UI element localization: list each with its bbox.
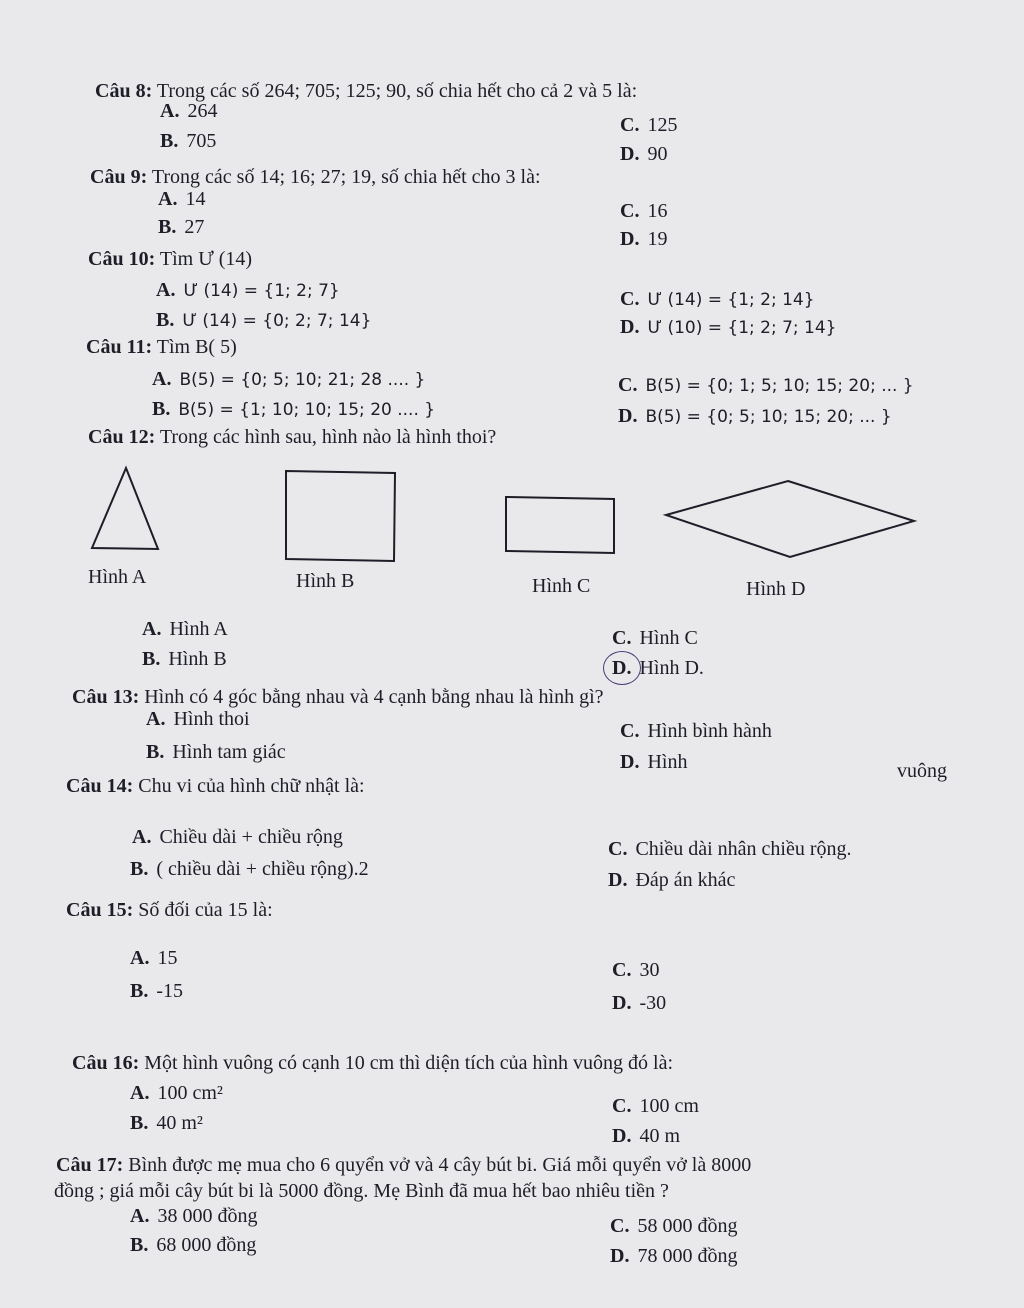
caption-hinh-b: Hình B	[296, 570, 355, 592]
question-17-line-2: đồng ; giá mỗi cây bút bi là 5000 đồng. Mẹ Bình đã mua hết bao nhiêu tiền ?	[54, 1180, 669, 1202]
figure-square	[286, 471, 395, 561]
question-14: Câu 14: Chu vi của hình chữ nhật là:	[66, 775, 365, 797]
figure-rectangle	[506, 497, 614, 553]
q13-option-b: B. Hình tam giác	[146, 741, 286, 763]
q12-option-a: A. Hình A	[142, 618, 228, 640]
q16-option-b: B. 40 m²	[130, 1112, 203, 1134]
question-11: Câu 11: Tìm B( 5)	[86, 336, 237, 358]
question-9: Câu 9: Trong các số 14; 16; 27; 19, số chia hết cho 3 là:	[90, 166, 541, 188]
figure-triangle	[92, 468, 158, 549]
q14-option-a: A. Chiều dài + chiều rộng	[132, 826, 343, 848]
q8-option-c: C. 125	[620, 114, 678, 136]
q9-option-d: D. 19	[620, 228, 668, 250]
q12-option-d: D. Hình D.	[612, 657, 704, 679]
question-8: Câu 8: Trong các số 264; 705; 125; 90, số chia hết cho cả 2 và 5 là:	[95, 80, 638, 102]
q16-option-c: C. 100 cm	[612, 1095, 699, 1117]
q12-option-b: B. Hình B	[142, 648, 227, 670]
q13-option-d: D. Hình	[620, 751, 688, 773]
q8-option-d: D. 90	[620, 143, 668, 165]
q12-option-c: C. Hình C	[612, 627, 698, 649]
q14-option-c: C. Chiều dài nhân chiều rộng.	[608, 838, 852, 860]
q15-option-d: D. -30	[612, 992, 667, 1014]
question-16: Câu 16: Một hình vuông có cạnh 10 cm thì diện tích của hình vuông đó là:	[72, 1052, 674, 1074]
q15-option-a: A. 15	[130, 947, 178, 969]
q15-option-b: B. -15	[130, 980, 184, 1002]
answer-mark-circle	[603, 651, 641, 685]
q11-option-b: B. B(5) = {1; 10; 10; 15; 20 .... }	[152, 398, 436, 420]
q13-option-c: C. Hình bình hành	[620, 720, 772, 742]
question-15: Câu 15: Số đối của 15 là:	[66, 899, 273, 921]
q10-option-c: C. Ư (14) = {1; 2; 14}	[620, 288, 815, 310]
q13-option-a: A. Hình thoi	[146, 708, 250, 730]
q17-option-b: B. 68 000 đồng	[130, 1234, 257, 1256]
q9-option-c: C. 16	[620, 200, 668, 222]
q11-option-d: D. B(5) = {0; 5; 10; 15; 20; ... }	[618, 405, 892, 427]
q11-option-a: A. B(5) = {0; 5; 10; 21; 28 .... }	[152, 368, 426, 390]
figure-rhombus	[666, 481, 914, 557]
q8-option-a: A. 264	[160, 100, 218, 122]
caption-hinh-c: Hình C	[532, 575, 591, 597]
caption-hinh-d: Hình D	[746, 578, 806, 600]
q9-option-a: A. 14	[158, 188, 206, 210]
q10-option-b: B. Ư (14) = {0; 2; 7; 14}	[156, 309, 372, 331]
q13-option-d-continuation: vuông	[897, 760, 947, 782]
q15-option-c: C. 30	[612, 959, 660, 981]
question-10: Câu 10: Tìm Ư (14)	[88, 248, 253, 270]
q14-option-d: D. Đáp án khác	[608, 869, 736, 891]
caption-hinh-a: Hình A	[88, 566, 147, 588]
q10-option-a: A. Ư (14) = {1; 2; 7}	[156, 279, 340, 301]
q14-option-b: B. ( chiều dài + chiều rộng).2	[130, 858, 369, 880]
q9-option-b: B. 27	[158, 216, 205, 238]
q8-option-b: B. 705	[160, 130, 217, 152]
q17-option-c: C. 58 000 đồng	[610, 1215, 738, 1237]
question-12: Câu 12: Trong các hình sau, hình nào là hình thoi?	[88, 426, 497, 448]
q10-option-d: D. Ư (10) = {1; 2; 7; 14}	[620, 316, 837, 338]
q16-option-a: A. 100 cm²	[130, 1082, 223, 1104]
question-17: Câu 17: Bình được mẹ mua cho 6 quyển vở và 4 cây bút bi. Giá mỗi quyển vở là 8000	[56, 1154, 752, 1176]
q11-option-c: C. B(5) = {0; 1; 5; 10; 15; 20; ... }	[618, 374, 914, 396]
q17-option-d: D. 78 000 đồng	[610, 1245, 738, 1267]
q17-option-a: A. 38 000 đồng	[130, 1205, 258, 1227]
q16-option-d: D. 40 m	[612, 1125, 681, 1147]
question-13: Câu 13: Hình có 4 góc bằng nhau và 4 cạnh bằng nhau là hình gì?	[72, 686, 604, 708]
